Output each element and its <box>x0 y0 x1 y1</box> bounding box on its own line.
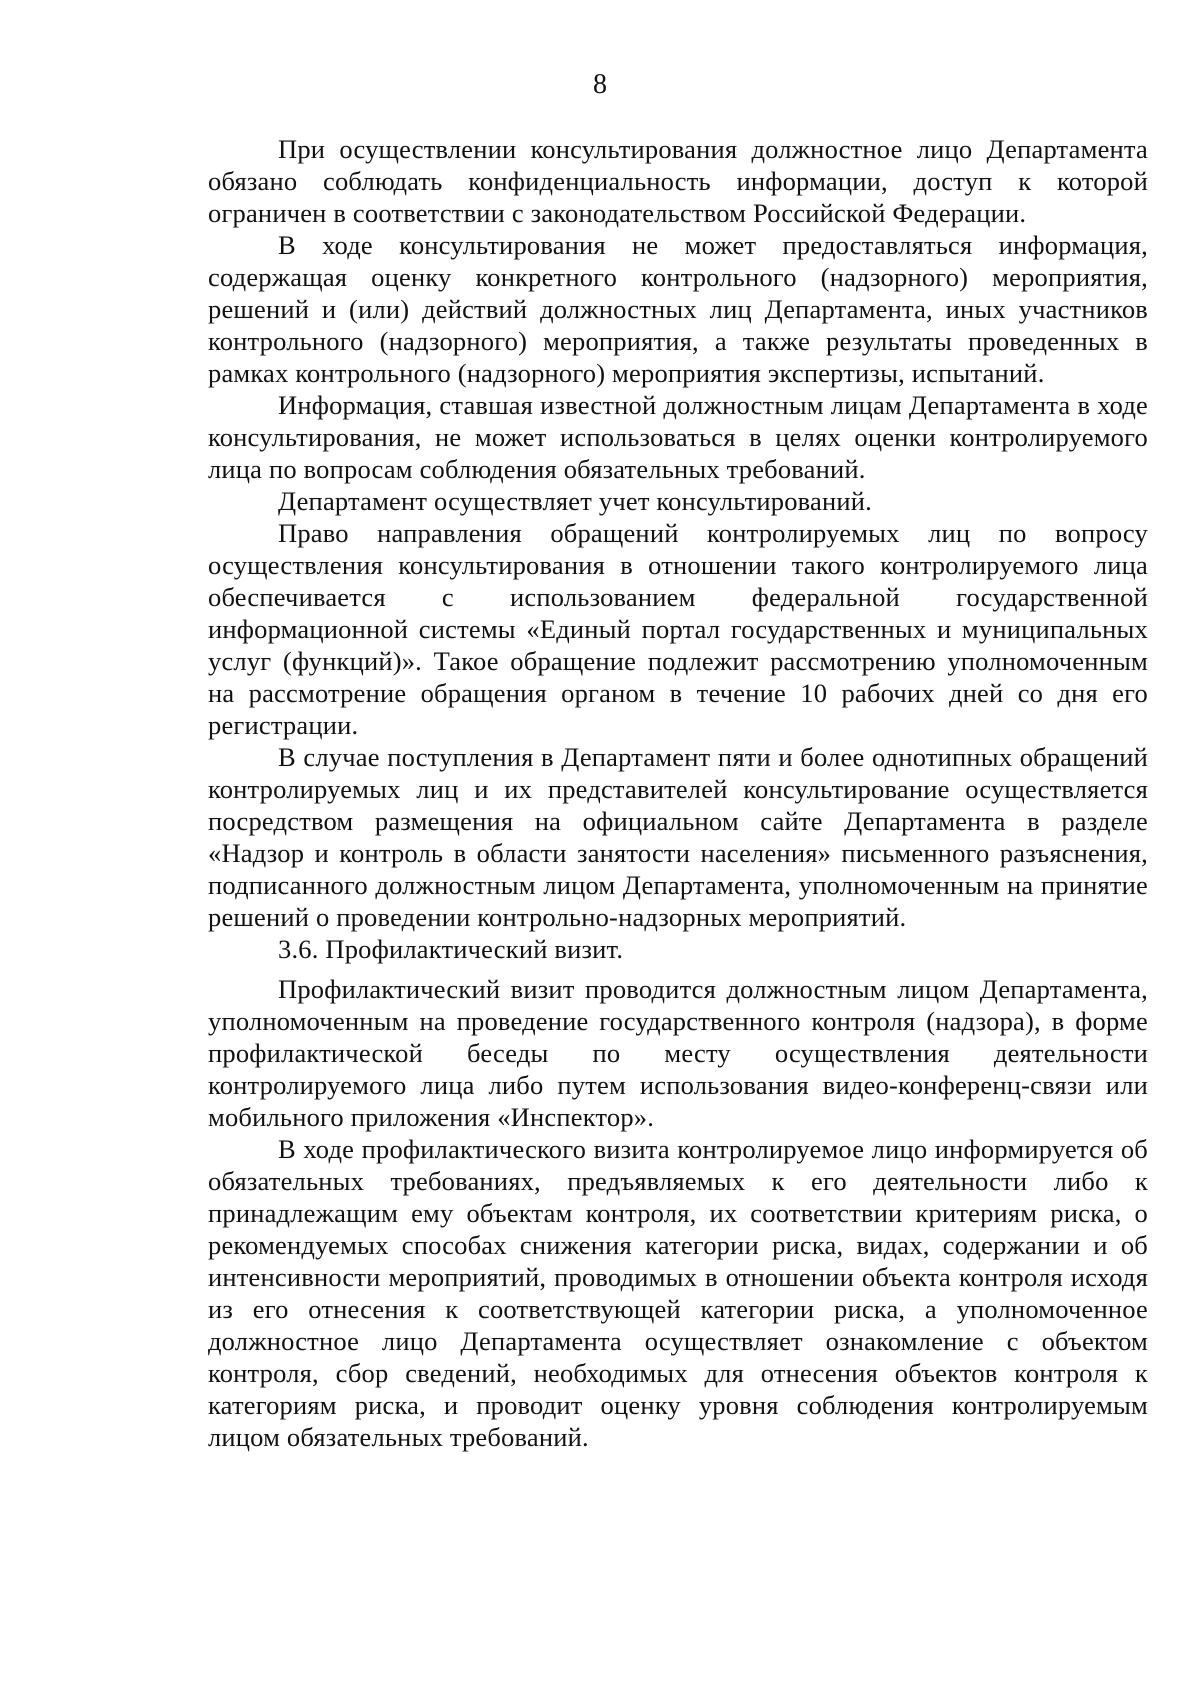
document-body <box>208 133 1148 1453</box>
paragraph-written-clarification: В случае поступления в Департамент пяти и более однотипных обращений контролируемых лиц и их представителей консультирование осуществляется посредством размещения на официальном сайте Департамента в разделе «Надзор и контроль в области занятости населения» письменного разъяснения, подписанного должностным лицом Департамента, уполномоченным на принятие решений о проведении контрольно-надзорных мероприятий. <box>208 742 1148 932</box>
paragraph-restricted-information: В ходе консультирования не может предоставляться информация, содержащая оценку конкретного контрольного (надзорного) мероприятия, решений и (или) действий должностных лиц Департамента, иных участников контрольного (надзорного) мероприятия, а также результаты проведенных в рамках контрольного (надзорного) мероприятия экспертизы, испытаний. <box>208 230 1148 388</box>
paragraph-preventive-visit-content: В ходе профилактического визита контролируемое лицо информируется об обязательных требованиях, предъявляемых к его деятельности либо к принадлежащим ему объектам контроля, их соответствии критериям риска, о рекомендуемых способах снижения категории риска, видах, содержании и об интенсивности мероприятий, проводимых в отношении объекта контроля исходя из его отнесения к соответствующей категории риска, а уполномоченное должностное лицо Департамента осуществляет ознакомление с объектом контроля, сбор сведений, необходимых для отнесения объектов контроля к категориям риска, и проводит оценку уровня соблюдения контролируемым лицом обязательных требований. <box>208 1134 1148 1452</box>
paragraph-confidentiality: При осуществлении консультирования должностное лицо Департамента обязано соблюдать конфиденциальность информации, доступ к которой ограничен в соответствии с законодательством Российской Федерации. <box>208 134 1148 228</box>
paragraph-right-of-appeal: Право направления обращений контролируемых лиц по вопросу осуществления консультирования в отношении такого контролируемого лица обеспечивается с использованием федеральной государственной информационной системы «Единый портал государственных и муниципальных услуг (функций)». Такое обращение подлежит рассмотрению уполномоченным на рассмотрение обращения органом в течение 10 рабочих дней со дня его регистрации. <box>208 518 1148 740</box>
paragraph-preventive-visit-conduct: Профилактический визит проводится должностным лицом Департамента, уполномоченным на проведение государственного контроля (надзора), в форме профилактической беседы по месту осуществления деятельности контролируемого лица либо путем использования видео-конференц-связи или мобильного приложения «Инспектор». <box>208 974 1148 1132</box>
paragraph-consultation-records: Департамент осуществляет учет консультирований. <box>278 486 872 516</box>
page-number: 8 <box>593 69 607 100</box>
paragraph-information-use: Информация, ставшая известной должностным лицам Департамента в ходе консультирования, не может использоваться в целях оценки контролируемого лица по вопросам соблюдения обязательных требований. <box>208 390 1148 484</box>
section-heading-preventive-visit: 3.6. Профилактический визит. <box>278 934 624 964</box>
